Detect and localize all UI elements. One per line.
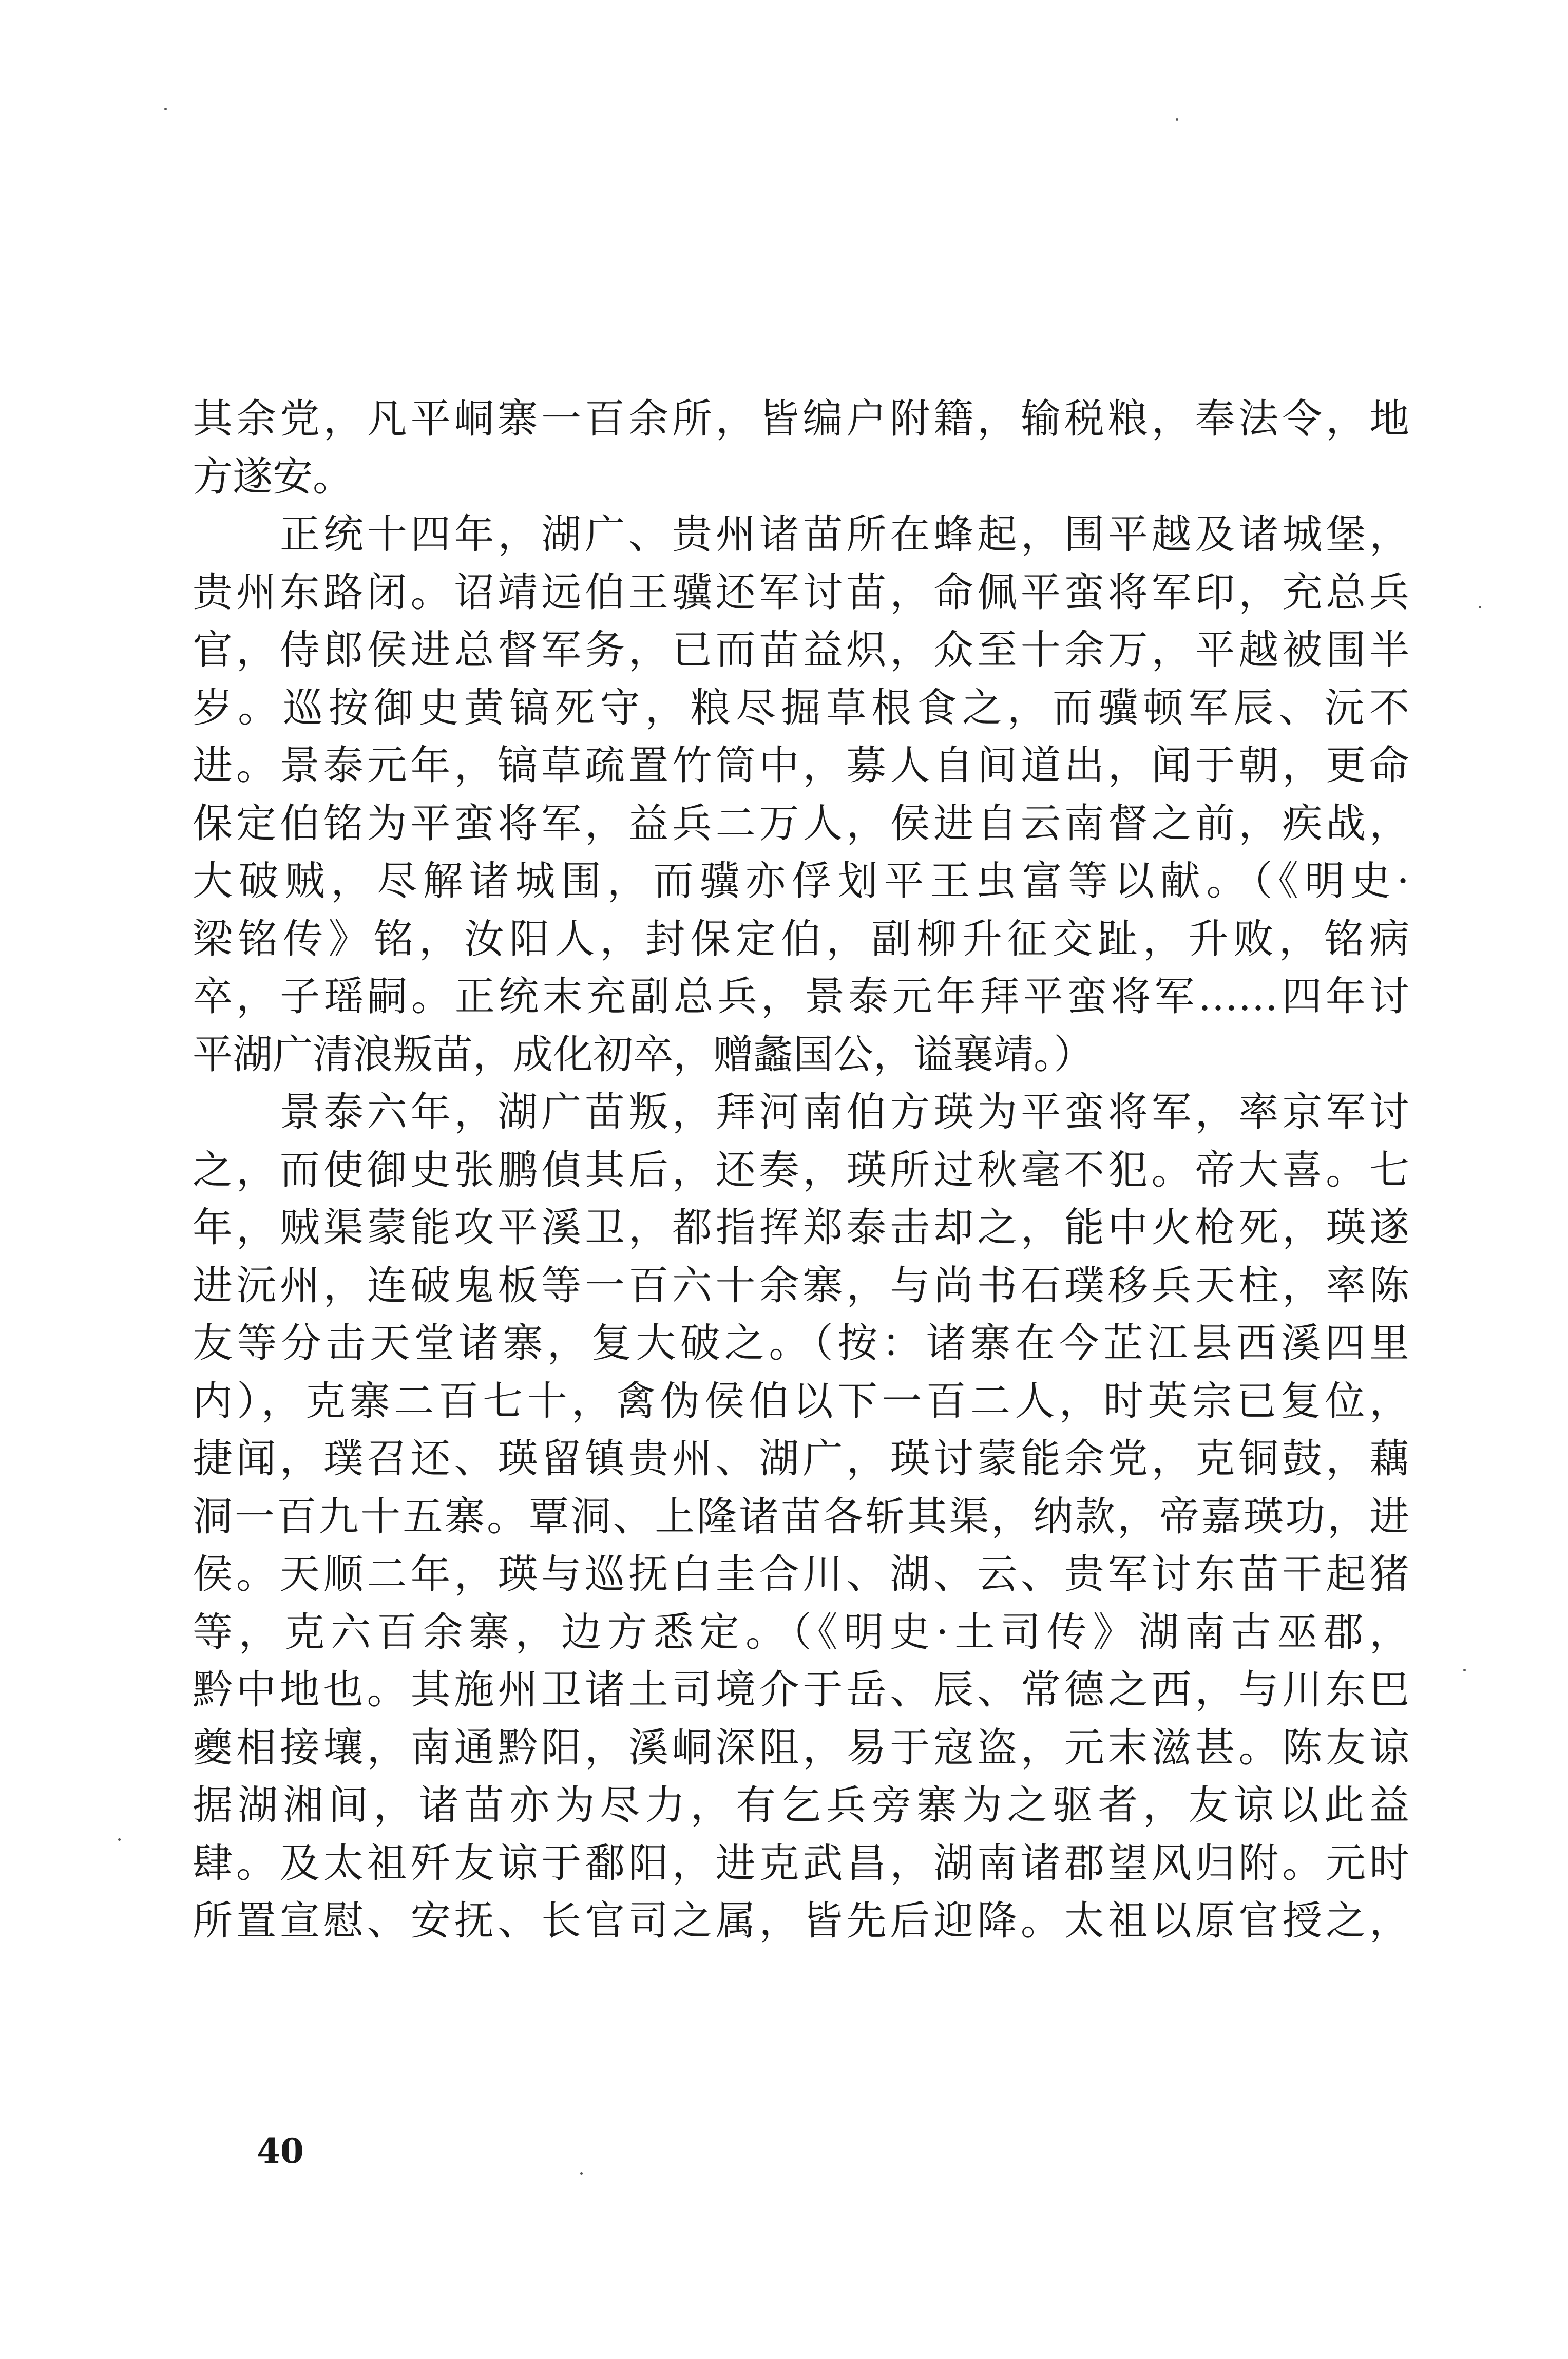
text-line: 大破贼，尽解诸城围，而骥亦俘划平王虫富等以献。（《明史· bbox=[193, 858, 1409, 904]
text-line: 黔中地也。其施州卫诸土司境介于岳、辰、常德之西，与川东巴 bbox=[193, 1667, 1409, 1713]
text-line: 据湖湘间，诸苗亦为尽力，有乞兵旁寨为之驱者，友谅以此益 bbox=[193, 1782, 1409, 1829]
scan-speck bbox=[1176, 118, 1178, 121]
text-line: 内），克寨二百七十，禽伪侯伯以下一百二人，时英宗已复位， bbox=[193, 1378, 1409, 1424]
scan-speck bbox=[1479, 606, 1481, 608]
scan-speck bbox=[580, 2172, 583, 2175]
body-text bbox=[193, 390, 1409, 1950]
text-line: 梁铭传》铭，汝阳人，封保定伯，副柳升征交趾，升败，铭病 bbox=[193, 916, 1409, 962]
text-line: 所置宣慰、安抚、长官司之属，皆先后迎降。太祖以原官授之， bbox=[193, 1898, 1409, 1944]
text-line: 其余党，凡平峒寨一百余所，皆编户附籍，输税粮，奉法令，地 bbox=[193, 396, 1409, 442]
text-line: 方遂安。 bbox=[193, 453, 353, 500]
text-line: 保定伯铭为平蛮将军，益兵二万人，侯进自云南督之前，疾战， bbox=[193, 800, 1409, 847]
text-line: 年，贼渠蒙能攻平溪卫，都指挥郑泰击却之，能中火枪死，瑛遂 bbox=[193, 1205, 1409, 1251]
text-line: 平湖广清浪叛苗，成化初卒，赠蠡国公，谥襄靖。） bbox=[193, 1031, 1094, 1078]
text-line: 之，而使御史张鹏偵其后，还奏，瑛所过秋毫不犯。帝大喜。七 bbox=[193, 1147, 1409, 1193]
scan-speck bbox=[1463, 1669, 1466, 1671]
paragraph-start-line: 正统十四年，湖广、贵州诸苗所在蜂起，围平越及诸城堡， bbox=[280, 511, 1409, 558]
text-line: 侯。天顺二年，瑛与巡抚白圭合川、湖、云、贵军讨东苗干起猪 bbox=[193, 1551, 1409, 1597]
text-line: 进沅州，连破鬼板等一百六十余寨，与尚书石璞移兵天柱，率陈 bbox=[193, 1262, 1409, 1309]
page-number: 40 bbox=[257, 2131, 304, 2171]
scan-speck bbox=[164, 108, 167, 110]
paragraph-start-line: 景泰六年，湖广苗叛，拜河南伯方瑛为平蛮将军，率京军讨 bbox=[280, 1089, 1409, 1135]
text-line: 贵州东路闭。诏靖远伯王骥还军讨苗，命佩平蛮将军印，充总兵 bbox=[193, 569, 1409, 616]
text-line: 捷闻，璞召还、瑛留镇贵州、湖广，瑛讨蒙能余党，克铜鼓，藕 bbox=[193, 1436, 1409, 1482]
text-line: 官，侍郎侯进总督军务，已而苗益炽，众至十余万，平越被围半 bbox=[193, 627, 1409, 673]
text-line: 肆。及太祖歼友谅于鄱阳，进克武昌，湖南诸郡望风归附。元时 bbox=[193, 1840, 1409, 1887]
text-line: 卒，子瑶嗣。正统末充副总兵，景泰元年拜平蛮将军……四年讨 bbox=[193, 974, 1409, 1020]
text-line: 夔相接壤，南通黔阳，溪峒深阻，易于寇盗，元末滋甚。陈友谅 bbox=[193, 1724, 1409, 1771]
text-line: 进。景泰元年，镐草疏置竹筒中，募人自间道出，闻于朝，更命 bbox=[193, 743, 1409, 789]
text-line: 等，克六百余寨，边方悉定。（《明史·土司传》湖南古巫郡， bbox=[193, 1609, 1409, 1656]
text-line: 岁。巡按御史黄镐死守，粮尽掘草根食之，而骥顿军辰、沅不 bbox=[193, 684, 1409, 731]
text-line: 友等分击天堂诸寨，复大破之。（按：诸寨在今芷江县西溪四里 bbox=[193, 1320, 1409, 1366]
scan-speck bbox=[118, 1838, 121, 1841]
text-line: 洞一百九十五寨。覃洞、上隆诸苗各斩其渠，纳款，帝嘉瑛功，进 bbox=[193, 1493, 1409, 1540]
